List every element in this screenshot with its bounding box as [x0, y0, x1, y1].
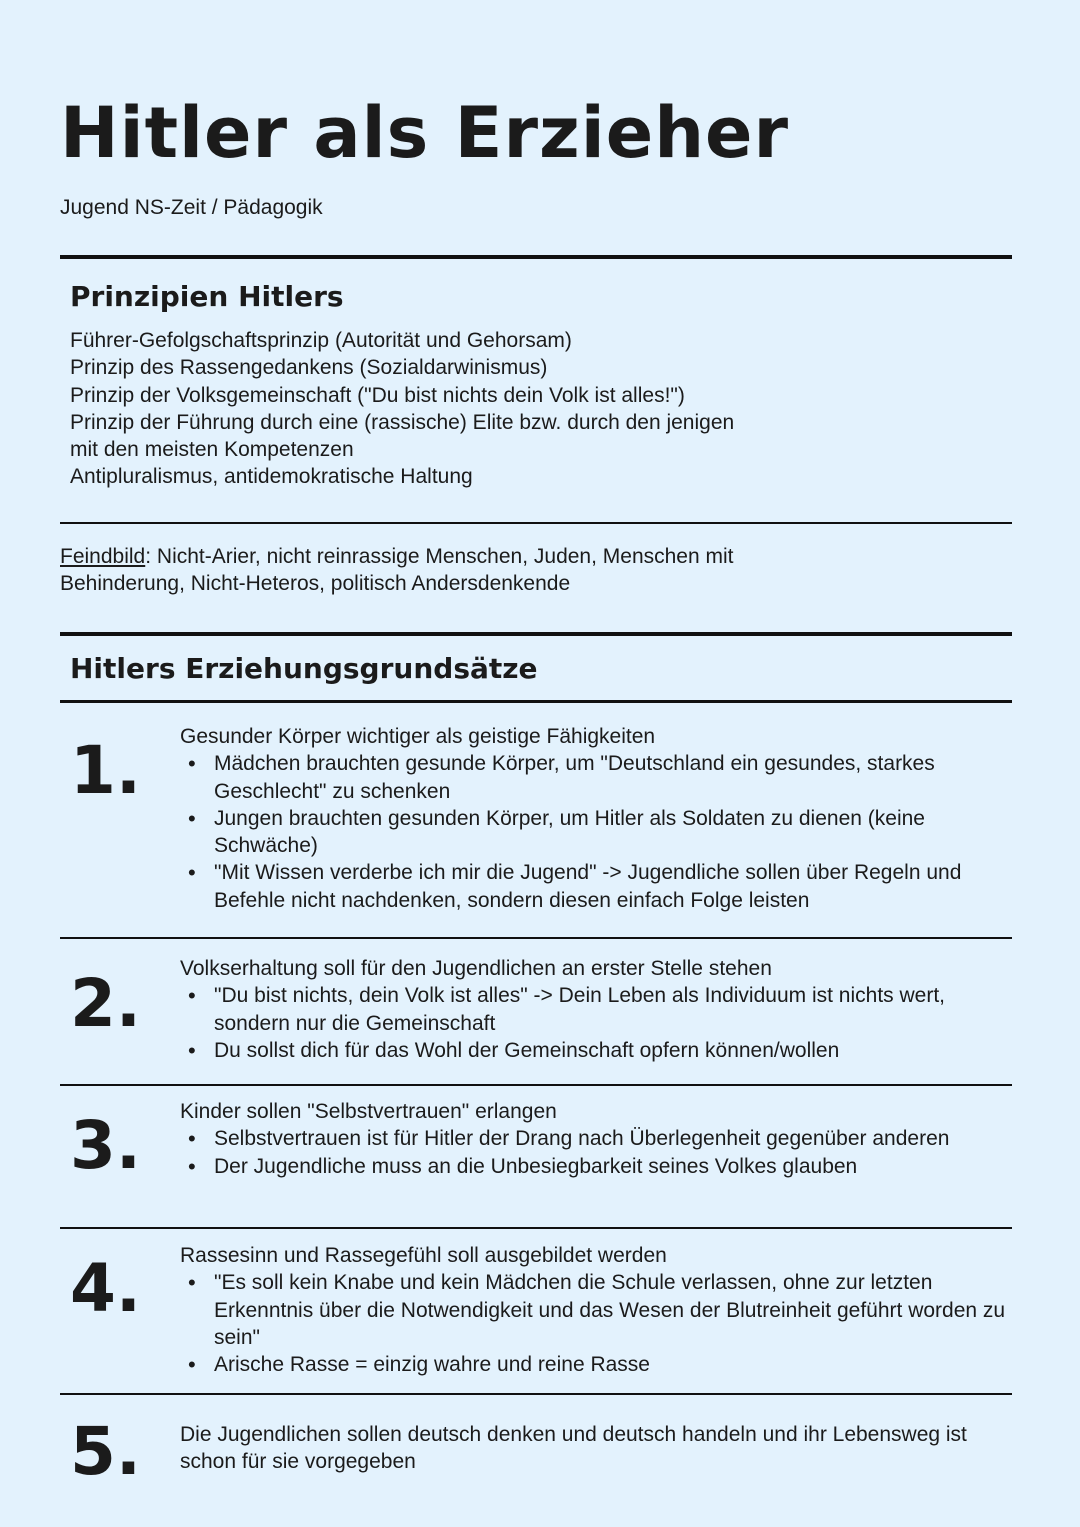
divider — [60, 1227, 1012, 1229]
divider — [60, 1084, 1012, 1086]
point-bullets — [180, 1125, 1015, 1180]
principle-line: Prinzip der Führung durch eine (rassische) Elite bzw. durch den jenigen — [70, 410, 735, 434]
principle-line: Antipluralismus, antidemokratische Haltung — [70, 465, 473, 489]
point-heading: Die Jugendlichen sollen deutsch denken und deutsch handeln und ihr Lebensweg ist schon für sie vorgegeben — [180, 1423, 967, 1474]
point-content — [180, 1421, 1015, 1476]
bullet-item: • Du sollst dich für das Wohl der Gemeinschaft opfern können/wollen — [214, 1037, 1015, 1064]
principles-list — [70, 327, 734, 491]
point-content — [180, 723, 1015, 914]
point-heading: Kinder sollen "Selbstvertrauen" erlangen — [180, 1100, 557, 1123]
enemy-term: Feindbild — [60, 545, 146, 568]
point-heading: Volkserhaltung soll für den Jugendlichen an erster Stelle stehen — [180, 957, 772, 980]
point-content — [180, 1098, 1015, 1180]
principle-line: mit den meisten Kompetenzen — [70, 438, 354, 462]
bullet-item: • Mädchen brauchten gesunde Körper, um "Deutschland ein gesundes, starkes Geschlecht" zu schenken — [214, 750, 1015, 805]
divider — [60, 700, 1012, 703]
bullet-item: • Der Jugendliche muss an die Unbesiegbarkeit seines Volkes glauben — [214, 1153, 1015, 1180]
point-bullets — [180, 982, 1015, 1064]
point-bullets — [180, 750, 1015, 914]
enemy-text: : Nicht-Arier, nicht reinrassige Menschen, Juden, Menschen mit Behinderung, Nicht-Heteros, politisch Andersdenkende — [60, 545, 734, 596]
point-number: 3. — [70, 1107, 141, 1184]
education-title: Hitlers Erziehungsgrundsätze — [70, 652, 538, 685]
point-number: 4. — [70, 1250, 141, 1327]
divider — [60, 522, 1012, 524]
divider — [60, 937, 1012, 939]
bullet-item: • "Mit Wissen verderbe ich mir die Jugend" -> Jugendliche sollen über Regeln und Befehle nicht nachdenken, sondern diesen einfach Folge leisten — [214, 859, 1015, 914]
page-title: Hitler als Erzieher — [60, 92, 790, 174]
bullet-item: • Arische Rasse = einzig wahre und reine Rasse — [214, 1351, 1015, 1378]
enemy-paragraph — [60, 543, 760, 598]
divider — [60, 255, 1012, 259]
bullet-item: • "Du bist nichts, dein Volk ist alles" -> Dein Leben als Individuum ist nichts wert, sondern nur die Gemeinschaft — [214, 982, 1015, 1037]
principle-line: Führer-Gefolgschaftsprinzip (Autorität und Gehorsam) — [70, 329, 572, 352]
principles-title: Prinzipien Hitlers — [70, 280, 344, 313]
page-subtitle: Jugend NS-Zeit / Pädagogik — [60, 196, 323, 219]
point-content — [180, 955, 1015, 1064]
point-number: 5. — [70, 1413, 141, 1490]
principle-line: Prinzip des Rassengedankens (Sozialdarwinismus) — [70, 356, 548, 380]
point-bullets — [180, 1269, 1015, 1378]
point-number: 2. — [70, 965, 141, 1042]
bullet-item: • Jungen brauchten gesunden Körper, um Hitler als Soldaten zu dienen (keine Schwäche) — [214, 805, 1015, 860]
principle-line: Prinzip der Volksgemeinschaft ("Du bist nichts dein Volk ist alles!") — [70, 383, 685, 407]
point-number: 1. — [70, 732, 141, 809]
point-content — [180, 1242, 1015, 1378]
point-heading: Rassesinn und Rassegefühl soll ausgebildet werden — [180, 1244, 667, 1267]
divider — [60, 632, 1012, 636]
divider — [60, 1393, 1012, 1395]
bullet-item: • Selbstvertrauen ist für Hitler der Drang nach Überlegenheit gegenüber anderen — [214, 1125, 1015, 1152]
point-heading: Gesunder Körper wichtiger als geistige Fähigkeiten — [180, 725, 656, 748]
bullet-item: • "Es soll kein Knabe und kein Mädchen die Schule verlassen, ohne zur letzten Erkenntnis über die Notwendigkeit und das Wesen der Blutreinheit geführt worden zu sein" — [214, 1269, 1015, 1351]
